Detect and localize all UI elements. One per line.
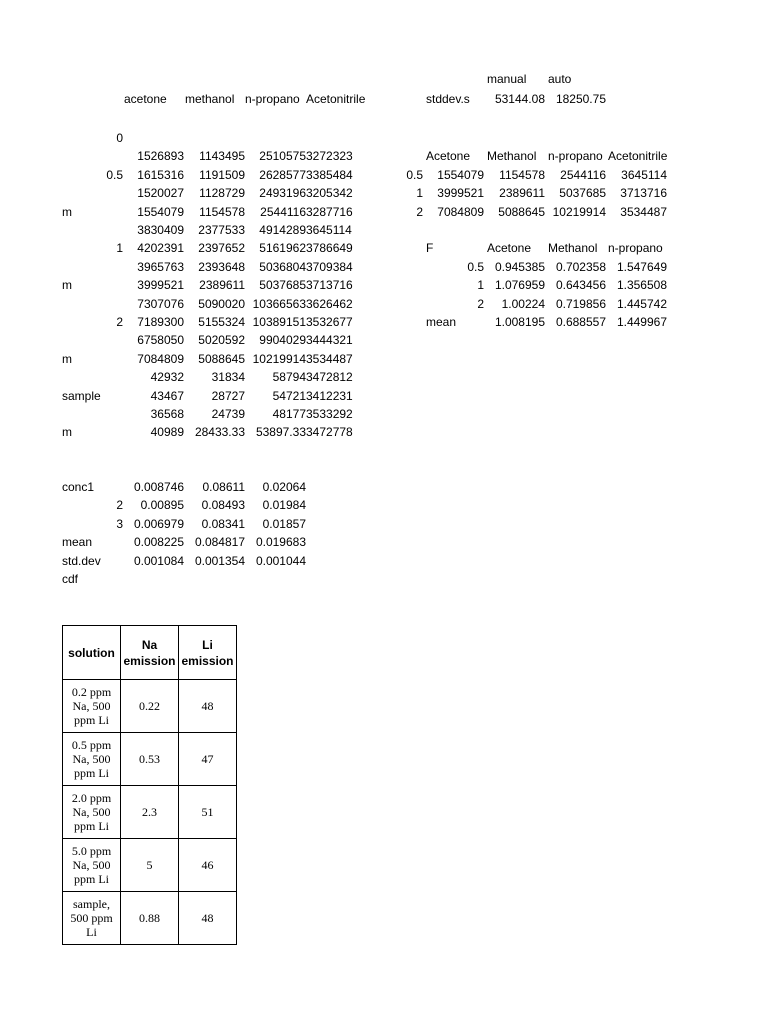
f-header-methanol: Methanol bbox=[548, 241, 598, 255]
data-cell: 10389151 bbox=[252, 315, 306, 329]
data-cell: 3272323 bbox=[306, 149, 353, 164]
data-cell: 1191509 bbox=[199, 167, 245, 182]
level-label: 2 bbox=[116, 315, 123, 329]
conc-data-cell: 0.00895 bbox=[140, 498, 184, 513]
stddev-label: stddev.s bbox=[426, 92, 470, 106]
conc-data-cell: 0.08493 bbox=[201, 498, 245, 513]
data-cell: 1520027 bbox=[137, 186, 184, 201]
conc-data-cell: 0.001084 bbox=[133, 553, 184, 568]
f-cell: 1.076959 bbox=[494, 278, 545, 293]
means-cell: 5037685 bbox=[559, 186, 606, 201]
data-cell: 48177 bbox=[272, 407, 306, 421]
row-label: m bbox=[62, 278, 72, 293]
means-cell: 10219914 bbox=[552, 204, 606, 219]
data-cell: 3444321 bbox=[306, 333, 353, 348]
data-cell: 7189300 bbox=[137, 315, 184, 329]
data-cell: 3412231 bbox=[306, 388, 353, 403]
level-label: 0.5 bbox=[106, 167, 123, 182]
conc-data-cell: 0.08611 bbox=[202, 480, 245, 494]
conc-level-label: 2 bbox=[116, 498, 123, 513]
data-cell: 3786649 bbox=[306, 241, 353, 256]
data-cell: 3645114 bbox=[306, 223, 352, 237]
data-cell: 3709384 bbox=[306, 259, 353, 274]
data-cell: 36568 bbox=[150, 407, 184, 421]
means-header-acetone: Acetone bbox=[426, 149, 471, 163]
f-cell: 0.702358 bbox=[555, 260, 606, 274]
means-level: 1 bbox=[416, 186, 423, 201]
data-cell: 1554079 bbox=[137, 204, 184, 219]
header-li-emission: Li emission bbox=[179, 626, 237, 680]
level-label: 1 bbox=[116, 241, 123, 256]
f-cell: 1.547649 bbox=[616, 260, 667, 274]
header-na-emission: Na emission bbox=[121, 626, 179, 680]
f-cell: 0.945385 bbox=[494, 260, 545, 274]
li-emission-cell: 48 bbox=[179, 892, 237, 945]
data-cell: 3713716 bbox=[306, 278, 353, 293]
means-cell: 3534487 bbox=[620, 204, 667, 219]
means-cell: 3645114 bbox=[621, 168, 667, 182]
li-emission-cell: 46 bbox=[179, 839, 237, 892]
level-label: 0 bbox=[116, 131, 123, 145]
data-cell: 3472812 bbox=[306, 370, 353, 385]
data-cell: 5090020 bbox=[198, 296, 245, 311]
header-acetone: acetone bbox=[124, 92, 167, 106]
means-cell: 3999521 bbox=[437, 186, 484, 201]
means-cell: 7084809 bbox=[437, 204, 484, 219]
data-cell: 2397652 bbox=[198, 241, 245, 256]
data-cell: 58794 bbox=[272, 370, 306, 385]
data-cell: 5155324 bbox=[198, 315, 245, 329]
li-emission-cell: 48 bbox=[179, 680, 237, 733]
na-emission-cell: 0.53 bbox=[121, 733, 179, 786]
means-cell: 1554079 bbox=[437, 168, 484, 182]
means-cell: 3713716 bbox=[620, 186, 667, 201]
conc-row-label: mean bbox=[62, 535, 93, 550]
data-cell: 3287716 bbox=[306, 204, 353, 219]
header-methanol: methanol bbox=[185, 92, 235, 106]
row-label: m bbox=[62, 204, 72, 219]
data-cell: 3965763 bbox=[137, 259, 184, 274]
f-cell: 0.643456 bbox=[555, 278, 606, 293]
f-mean-n-propanol: 1.449967 bbox=[616, 315, 667, 329]
means-cell: 2544116 bbox=[560, 168, 606, 182]
header-solution: solution bbox=[63, 626, 121, 680]
data-cell: 28727 bbox=[211, 388, 245, 403]
stddev-auto-value: 18250.75 bbox=[555, 92, 606, 106]
data-cell: 4914289 bbox=[259, 223, 306, 237]
conc-data-cell: 0.008746 bbox=[133, 480, 184, 494]
solution-cell: 0.5 ppm Na, 500 ppm Li bbox=[63, 733, 121, 786]
f-mean-label: mean bbox=[426, 315, 457, 329]
f-mean-acetone: 1.008195 bbox=[494, 315, 545, 329]
table-row bbox=[63, 680, 237, 733]
data-cell: 5088645 bbox=[198, 351, 245, 366]
emission-table bbox=[62, 625, 237, 945]
emission-header-row bbox=[63, 626, 237, 680]
conc-level-label: 3 bbox=[116, 516, 123, 531]
data-cell: 10366563 bbox=[252, 296, 306, 311]
solution-cell: 0.2 ppm Na, 500 ppm Li bbox=[63, 680, 121, 733]
solution-cell: sample, 500 ppm Li bbox=[63, 892, 121, 945]
data-cell: 2377533 bbox=[198, 223, 245, 237]
table-row bbox=[63, 892, 237, 945]
data-cell: 9904029 bbox=[259, 333, 306, 348]
li-emission-cell: 47 bbox=[179, 733, 237, 786]
data-cell: 3626462 bbox=[306, 296, 353, 311]
data-cell: 53897.33 bbox=[255, 425, 306, 440]
manual-label: manual bbox=[487, 72, 527, 86]
data-cell: 1526893 bbox=[137, 149, 184, 164]
conc-data-cell: 0.008225 bbox=[133, 535, 184, 550]
means-level: 2 bbox=[416, 204, 423, 219]
f-cell: 1.445742 bbox=[616, 296, 667, 311]
row-label: m bbox=[62, 425, 72, 440]
auto-label: auto bbox=[548, 72, 572, 86]
data-cell: 2389611 bbox=[199, 278, 245, 293]
f-cell: 0.719856 bbox=[555, 296, 606, 311]
solution-cell: 2.0 ppm Na, 500 ppm Li bbox=[63, 786, 121, 839]
conc-data-cell: 0.001354 bbox=[194, 553, 245, 568]
row-label: sample bbox=[62, 388, 101, 403]
conc-data-cell: 0.006979 bbox=[133, 516, 184, 531]
f-cell: 1.356508 bbox=[616, 278, 667, 293]
solution-cell: 5.0 ppm Na, 500 ppm Li bbox=[63, 839, 121, 892]
data-cell: 24739 bbox=[211, 407, 245, 421]
stddev-manual-value: 53144.08 bbox=[494, 92, 545, 106]
conc-data-cell: 0.01857 bbox=[262, 516, 306, 531]
means-cell: 5088645 bbox=[498, 204, 545, 219]
f-header-acetone: Acetone bbox=[487, 241, 532, 255]
data-cell: 2510575 bbox=[259, 149, 306, 164]
data-cell: 3532677 bbox=[306, 315, 353, 329]
conc-data-cell: 0.084817 bbox=[194, 535, 245, 550]
data-cell: 10219914 bbox=[252, 351, 306, 366]
data-cell: 7084809 bbox=[137, 351, 184, 366]
f-level: 1 bbox=[477, 278, 484, 293]
conc-data-cell: 0.019683 bbox=[255, 535, 306, 550]
means-header-acetonitrile: Acetonitrile bbox=[608, 149, 668, 163]
conc-row-label: cdf bbox=[62, 572, 79, 586]
data-cell: 5020592 bbox=[198, 333, 245, 348]
header-n-propanol: n-propano bbox=[245, 92, 300, 106]
table-row bbox=[63, 786, 237, 839]
data-cell: 42932 bbox=[150, 370, 184, 385]
data-cell: 4202391 bbox=[137, 241, 184, 256]
f-level: 2 bbox=[477, 296, 484, 311]
data-cell: 3534487 bbox=[306, 351, 353, 366]
data-cell: 2393648 bbox=[198, 259, 245, 274]
data-cell: 54721 bbox=[272, 388, 306, 403]
data-cell: 1128729 bbox=[199, 186, 245, 201]
table-row bbox=[63, 733, 237, 786]
data-cell: 3533292 bbox=[306, 407, 353, 421]
na-emission-cell: 0.88 bbox=[121, 892, 179, 945]
data-cell: 2493196 bbox=[259, 186, 306, 201]
data-cell: 3830409 bbox=[137, 223, 184, 237]
conc-data-cell: 0.08341 bbox=[201, 516, 245, 531]
data-cell: 1143495 bbox=[199, 149, 245, 164]
na-emission-cell: 0.22 bbox=[121, 680, 179, 733]
data-cell: 3472778 bbox=[306, 425, 353, 440]
data-cell: 1154578 bbox=[199, 204, 245, 219]
data-cell: 31834 bbox=[211, 370, 245, 385]
data-cell: 1615316 bbox=[137, 167, 184, 182]
means-header-n-propanol: n-propano bbox=[548, 149, 603, 163]
na-emission-cell: 5 bbox=[121, 839, 179, 892]
means-cell: 1154578 bbox=[499, 168, 545, 182]
f-label: F bbox=[426, 241, 434, 255]
data-cell: 5161962 bbox=[259, 241, 306, 256]
f-cell: 1.00224 bbox=[501, 296, 545, 311]
data-cell: 40989 bbox=[150, 425, 184, 440]
data-cell: 3205342 bbox=[306, 186, 353, 201]
data-cell: 28433.33 bbox=[194, 425, 245, 440]
f-mean-methanol: 0.688557 bbox=[555, 315, 606, 329]
means-level: 0.5 bbox=[406, 168, 423, 182]
conc-data-cell: 0.001044 bbox=[255, 553, 306, 568]
data-cell: 6758050 bbox=[137, 333, 184, 348]
conc-row-label: conc1 bbox=[62, 480, 95, 494]
means-cell: 2389611 bbox=[499, 186, 545, 201]
conc-data-cell: 0.02064 bbox=[262, 480, 306, 494]
f-header-n-propanol: n-propano bbox=[608, 241, 663, 255]
conc-row-label: std.dev bbox=[62, 553, 101, 568]
data-cell: 2544116 bbox=[260, 204, 306, 219]
data-cell: 7307076 bbox=[137, 296, 184, 311]
na-emission-cell: 2.3 bbox=[121, 786, 179, 839]
data-cell: 3999521 bbox=[137, 278, 184, 293]
li-emission-cell: 51 bbox=[179, 786, 237, 839]
data-cell: 5037685 bbox=[259, 278, 306, 293]
f-level: 0.5 bbox=[467, 260, 484, 274]
data-cell: 5036804 bbox=[259, 259, 306, 274]
means-header-methanol: Methanol bbox=[487, 149, 537, 163]
row-label: m bbox=[62, 351, 72, 366]
data-cell: 3385484 bbox=[306, 167, 353, 182]
header-acetonitrile: Acetonitrile bbox=[306, 92, 366, 106]
conc-data-cell: 0.01984 bbox=[262, 498, 306, 513]
table-row bbox=[63, 839, 237, 892]
data-cell: 43467 bbox=[150, 388, 184, 403]
data-cell: 2628577 bbox=[259, 167, 306, 182]
